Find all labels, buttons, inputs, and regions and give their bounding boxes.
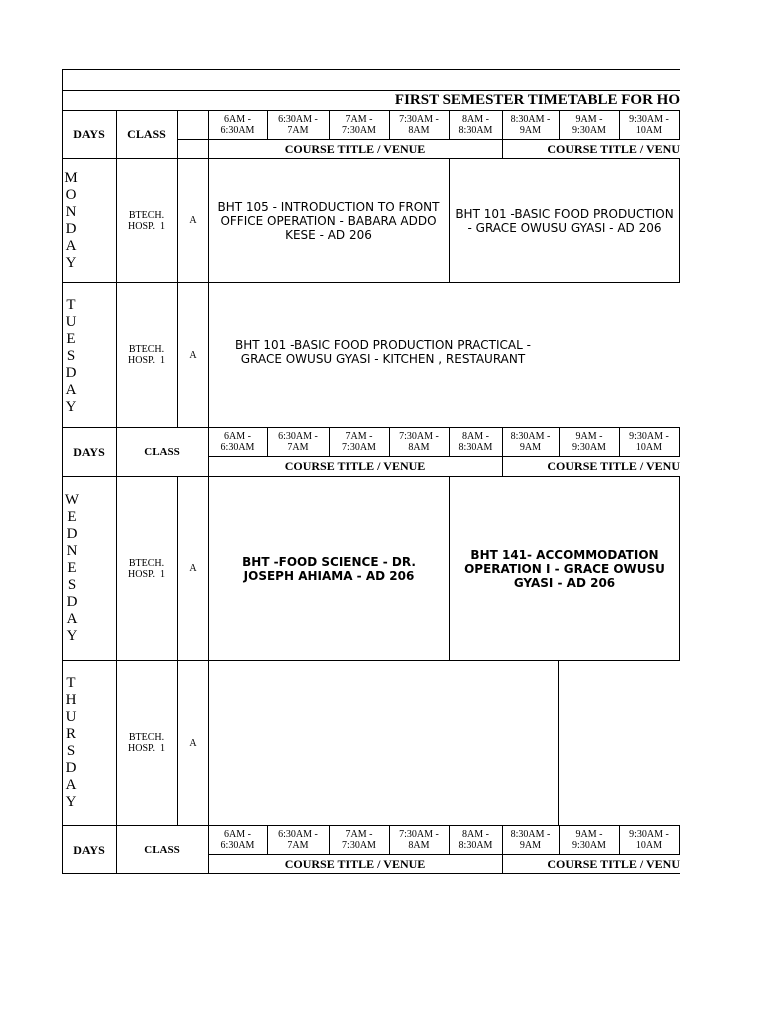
day-letter: H xyxy=(65,692,77,708)
day-letter: D xyxy=(65,364,77,381)
course-title-venue-header: COURSE TITLE / VENUE xyxy=(284,856,426,871)
time-slot: 6:30AM - 7AM xyxy=(278,114,318,136)
day-letter: S xyxy=(66,743,76,759)
section-cell: A xyxy=(189,349,197,361)
time-slot: 6AM - 6:30AM xyxy=(220,114,255,136)
day-letter: E xyxy=(67,508,77,525)
day-letter: R xyxy=(65,726,76,742)
class-cell: BTECH. HOSP. 1 xyxy=(128,209,165,232)
time-slot: 8AM - 8:30AM xyxy=(458,114,493,136)
day-letter: U xyxy=(65,313,77,330)
course-cell: BHT 101 -BASIC FOOD PRODUCTION - GRACE OWUSU GYASI - AD 206 xyxy=(455,206,674,235)
course-title-venue-header: COURSE TITLE / VENU xyxy=(547,141,680,156)
day-letter: A xyxy=(65,777,77,793)
day-label-monday xyxy=(62,167,80,275)
days-header: DAYS xyxy=(73,842,105,857)
time-slot: 8:30AM - 9AM xyxy=(510,431,551,453)
time-slot: 9:30AM - 10AM xyxy=(629,431,669,453)
day-letter: Y xyxy=(66,627,78,644)
time-slot: 6:30AM - 7AM xyxy=(278,829,318,851)
day-letter: S xyxy=(66,347,76,364)
course-cell: BHT 101 -BASIC FOOD PRODUCTION PRACTICAL -GRACE OWUSU GYASI - KITCHEN , RESTAURANT xyxy=(235,338,531,366)
day-letter: D xyxy=(65,221,77,237)
course-title-venue-header: COURSE TITLE / VENUE xyxy=(284,458,426,473)
time-slot: 9AM - 9:30AM xyxy=(572,114,606,136)
time-slot: 7AM - 7:30AM xyxy=(342,114,376,136)
section-cell: A xyxy=(189,737,197,749)
day-letter: M xyxy=(64,170,78,186)
time-slot: 8:30AM - 9AM xyxy=(510,114,551,136)
time-slot: 9AM - 9:30AM xyxy=(572,829,606,851)
time-slot: 7:30AM - 8AM xyxy=(399,829,439,851)
time-slot: 7AM - 7:30AM xyxy=(342,431,376,453)
days-header: DAYS xyxy=(73,126,105,141)
day-letter: T xyxy=(66,675,76,691)
day-letter: D xyxy=(66,593,78,610)
grid-line xyxy=(679,427,680,457)
day-label-tuesday xyxy=(62,295,80,417)
grid-line xyxy=(62,69,680,70)
day-letter: U xyxy=(65,709,77,725)
time-slot: 7:30AM - 8AM xyxy=(399,114,439,136)
class-header: CLASS xyxy=(144,446,180,458)
time-slot: 8AM - 8:30AM xyxy=(458,829,493,851)
time-slot: 7AM - 7:30AM xyxy=(342,829,376,851)
time-slot: 9:30AM - 10AM xyxy=(629,829,669,851)
class-cell: BTECH. HOSP. 1 xyxy=(128,344,165,366)
grid-line xyxy=(679,476,680,661)
course-cell: BHT -FOOD SCIENCE - DR. JOSEPH AHIAMA - AD 206 xyxy=(242,554,416,583)
grid-line xyxy=(558,660,559,826)
day-letter: E xyxy=(66,330,76,347)
course-title-venue-header: COURSE TITLE / VENUE xyxy=(284,141,426,156)
day-letter: A xyxy=(65,381,77,398)
day-label-thursday xyxy=(62,674,80,812)
day-letter: A xyxy=(65,238,77,254)
days-header: DAYS xyxy=(73,444,105,459)
course-cell: BHT 141- ACCOMMODATION OPERATION I - GRACE OWUSU GYASI - AD 206 xyxy=(464,547,665,590)
time-slot: 7:30AM - 8AM xyxy=(399,431,439,453)
day-letter: D xyxy=(65,760,77,776)
day-letter: W xyxy=(64,491,80,508)
class-cell: BTECH. HOSP. 1 xyxy=(128,732,165,754)
day-letter: E xyxy=(67,559,77,576)
day-letter: N xyxy=(65,204,77,220)
day-letter: T xyxy=(66,296,76,313)
day-letter: O xyxy=(65,187,77,203)
section-cell: A xyxy=(189,563,197,574)
time-slot: 8AM - 8:30AM xyxy=(458,431,493,453)
course-cell: BHT 105 - INTRODUCTION TO FRONT OFFICE OPERATION - BABARA ADDO KESE - AD 206 xyxy=(217,199,440,242)
day-label-wednesday xyxy=(62,490,82,646)
grid-line xyxy=(679,825,680,855)
day-letter: S xyxy=(67,576,77,593)
day-letter: D xyxy=(66,525,78,542)
class-header: CLASS xyxy=(127,126,166,141)
course-title-venue-header: COURSE TITLE / VENU xyxy=(547,458,680,473)
day-letter: Y xyxy=(65,398,77,415)
grid-line xyxy=(679,110,680,140)
time-slot: 9:30AM - 10AM xyxy=(629,114,669,136)
grid-line xyxy=(679,158,680,283)
time-slot: 6:30AM - 7AM xyxy=(278,431,318,453)
section-cell: A xyxy=(189,215,197,226)
time-slot: 6AM - 6:30AM xyxy=(220,829,255,851)
day-letter: A xyxy=(66,610,78,627)
time-slot: 6AM - 6:30AM xyxy=(220,431,255,453)
time-slot: 8:30AM - 9AM xyxy=(510,829,551,851)
class-header: CLASS xyxy=(144,844,180,856)
day-letter: N xyxy=(66,542,78,559)
course-title-venue-header: COURSE TITLE / VENU xyxy=(547,856,680,871)
page-title: FIRST SEMESTER TIMETABLE FOR HO xyxy=(394,91,680,108)
grid-line xyxy=(177,110,178,159)
day-letter: Y xyxy=(65,255,77,271)
time-slot: 9AM - 9:30AM xyxy=(572,431,606,453)
day-letter: Y xyxy=(65,794,77,810)
class-cell: BTECH. HOSP. 1 xyxy=(128,557,165,580)
